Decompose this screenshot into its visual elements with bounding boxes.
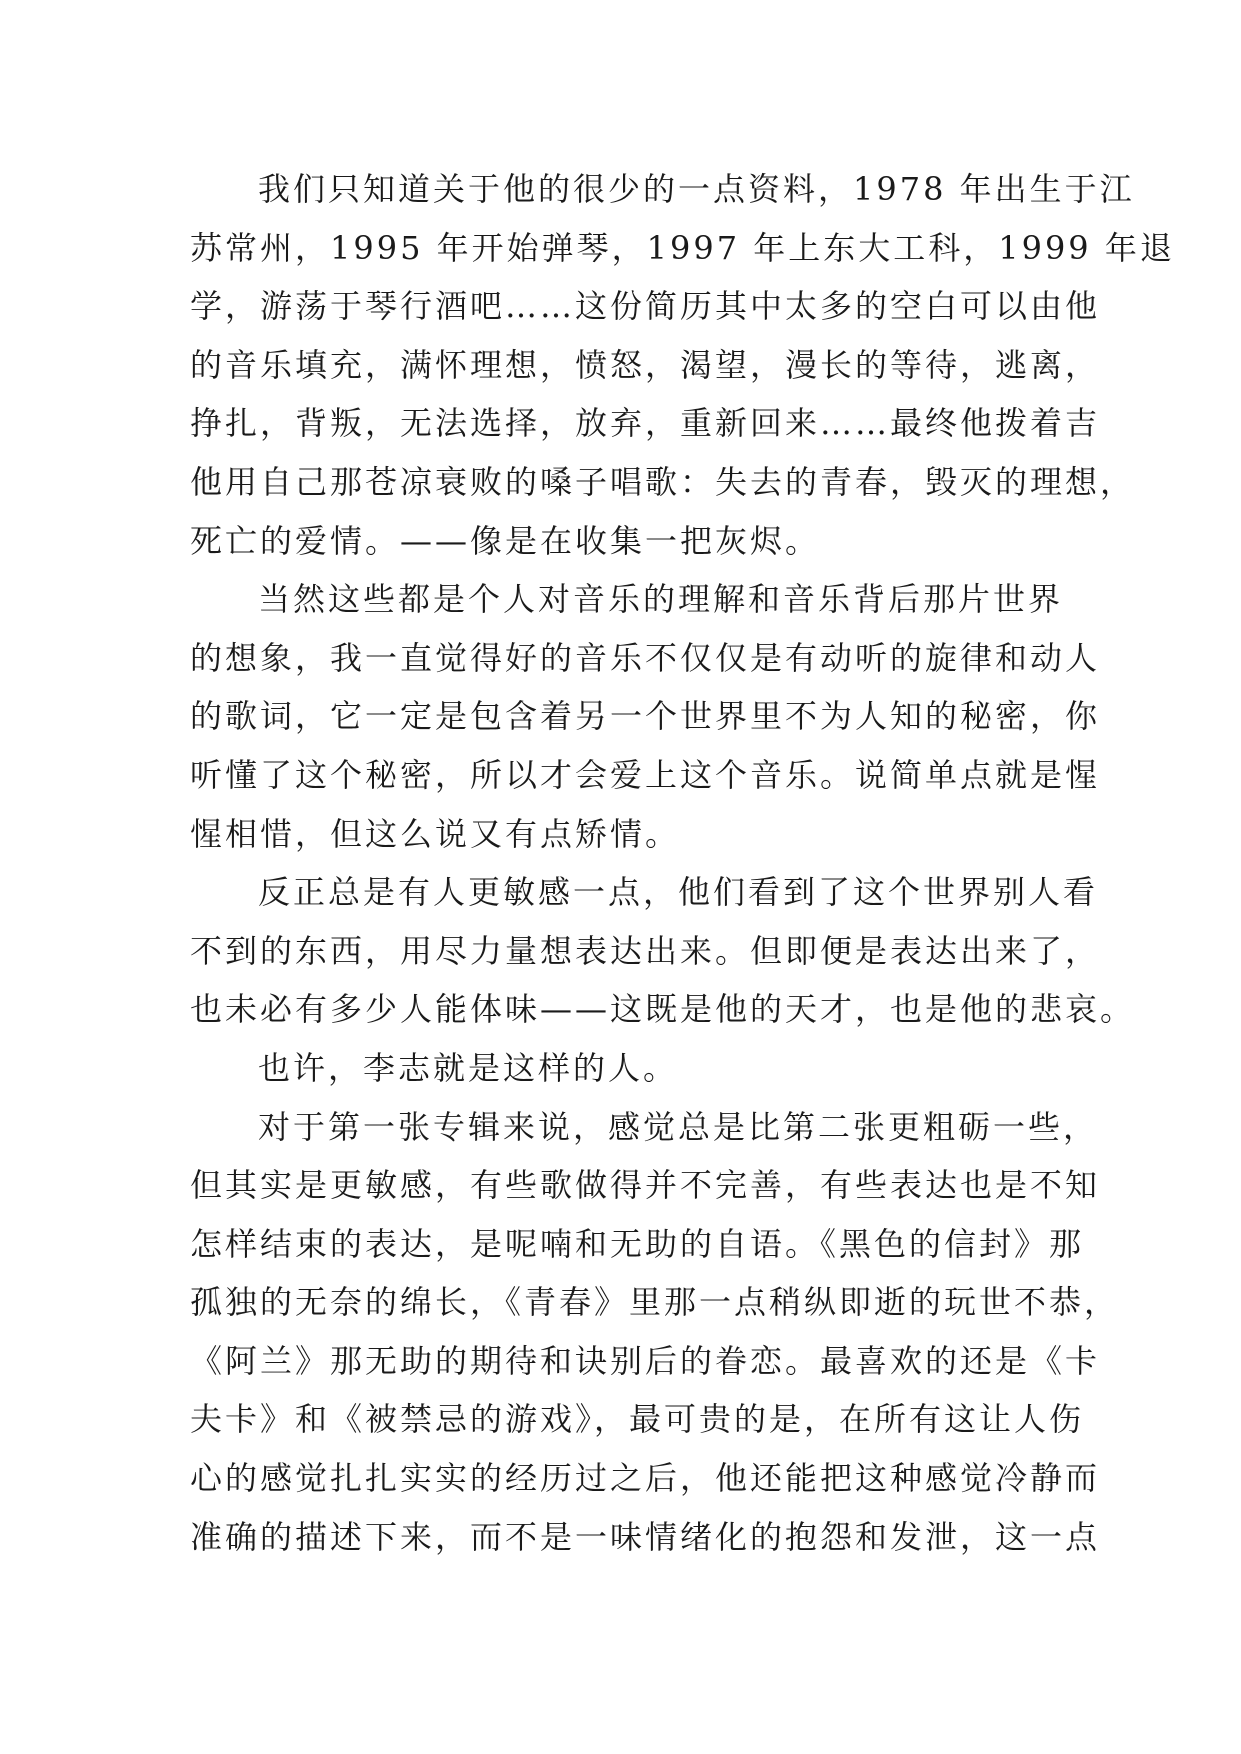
paragraph-line: 夫卡》和《被禁忌的游戏》，最可贵的是，在所有这让人伤	[190, 1400, 1085, 1439]
paragraph-line: 对于第一张专辑来说，感觉总是比第二张更粗砺一些，	[258, 1107, 1099, 1146]
paragraph-line: 怎样结束的表达，是呢喃和无助的自语。《黑色的信封》那	[190, 1224, 1085, 1263]
paragraph-line: 学，游荡于琴行酒吧……这份简历其中太多的空白可以由他	[190, 287, 1101, 326]
paragraph-line: 的歌词，它一定是包含着另一个世界里不为人知的秘密，你	[190, 697, 1101, 736]
paragraph-line: 他用自己那苍凉衰败的嗓子唱歌：失去的青春，毁灭的理想，	[190, 462, 1136, 501]
body-text	[190, 160, 1175, 1566]
paragraph-line: 准确的描述下来，而不是一味情绪化的抱怨和发泄，这一点	[190, 1517, 1101, 1556]
paragraph-line: 也许，李志就是这样的人。	[258, 1048, 679, 1087]
paragraph-line: 心的感觉扎扎实实的经历过之后，他还能把这种感觉冷静而	[190, 1459, 1101, 1498]
paragraph-line: 我们只知道关于他的很少的一点资料，1978 年出生于江	[258, 170, 1135, 208]
paragraph-line: 的想象，我一直觉得好的音乐不仅仅是有动听的旋律和动人	[190, 638, 1101, 677]
paragraph-line: 孤独的无奈的绵长，《青春》里那一点稍纵即逝的玩世不恭，	[190, 1283, 1120, 1322]
paragraph-line: 苏常州，1995 年开始弹琴，1997 年上东大工科，1999 年退	[190, 228, 1175, 267]
paragraph-line: 《阿兰》那无助的期待和诀别后的眷恋。最喜欢的还是《卡	[190, 1341, 1101, 1380]
paragraph-line: 惺相惜，但这么说又有点矫情。	[190, 814, 681, 853]
paragraph-line: 但其实是更敏感，有些歌做得并不完善，有些表达也是不知	[190, 1166, 1101, 1205]
paragraph-line: 也未必有多少人能体味——这既是他的天才，也是他的悲哀。	[190, 990, 1136, 1029]
paragraph-line: 当然这些都是个人对音乐的理解和音乐背后那片世界	[258, 580, 1064, 619]
paragraph-line: 死亡的爱情。——像是在收集一把灰烬。	[190, 521, 821, 560]
paragraph-line: 听懂了这个秘密，所以才会爱上这个音乐。说简单点就是惺	[190, 755, 1101, 794]
paragraph-line: 的音乐填充，满怀理想，愤怒，渴望，漫长的等待，逃离，	[190, 345, 1101, 384]
paragraph-line: 不到的东西，用尽力量想表达出来。但即便是表达出来了，	[190, 931, 1101, 970]
paragraph-line: 反正总是有人更敏感一点，他们看到了这个世界别人看	[258, 873, 1099, 912]
paragraph-line: 挣扎，背叛，无法选择，放弃，重新回来……最终他拨着吉	[190, 404, 1101, 443]
